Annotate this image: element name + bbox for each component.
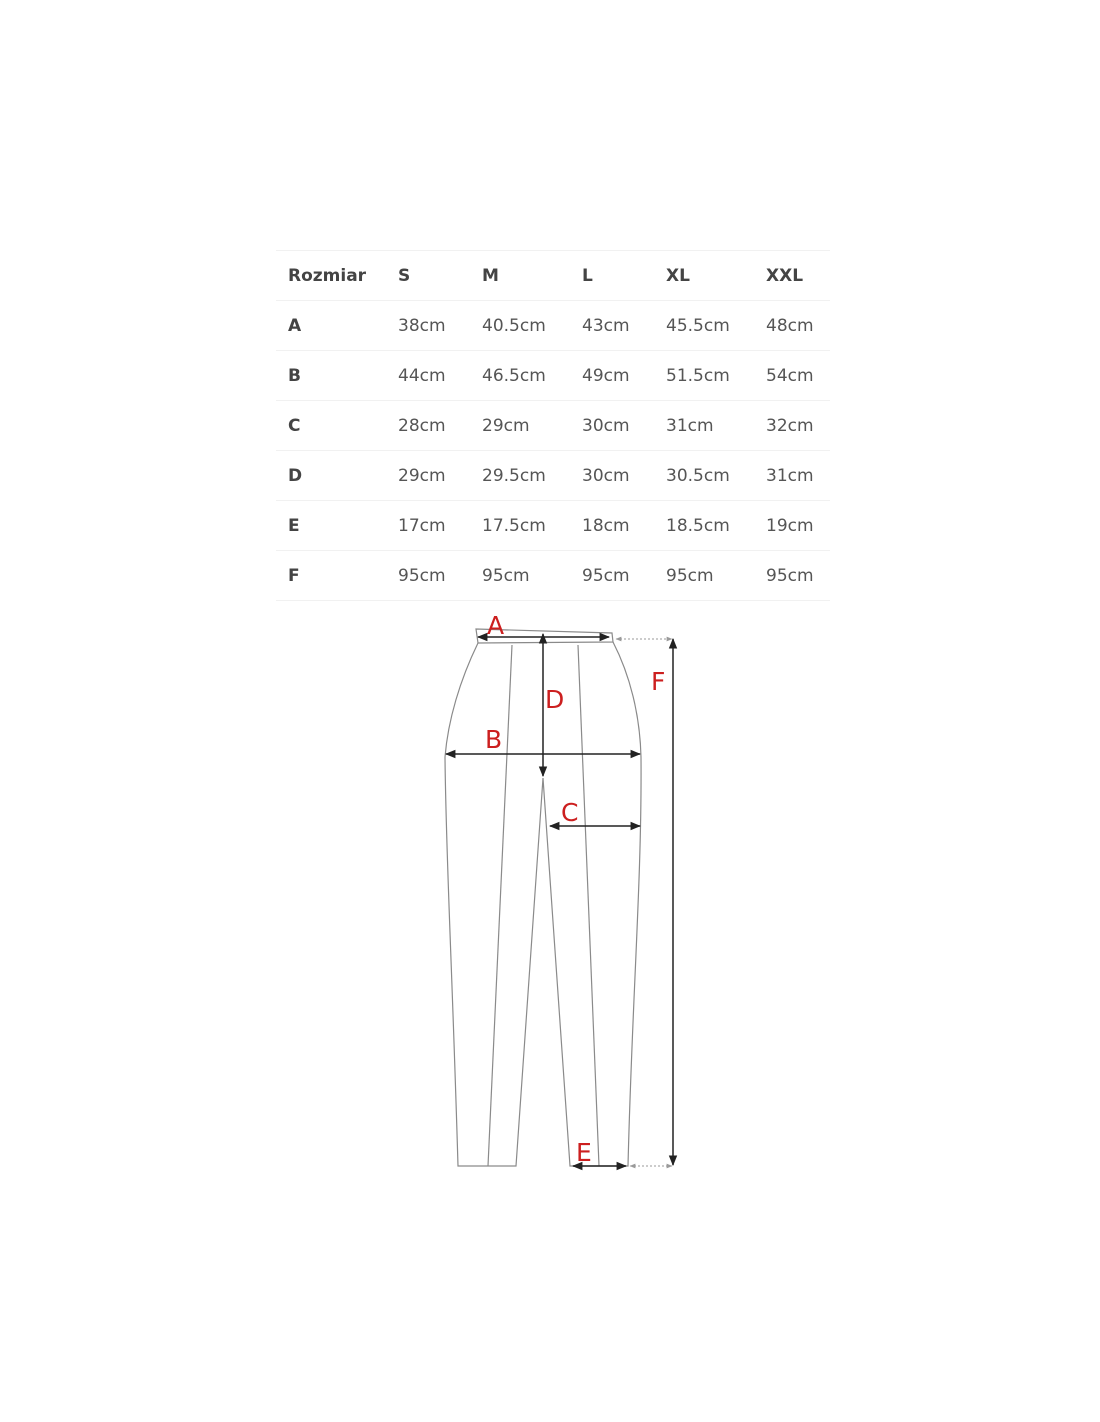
left-seam xyxy=(488,645,512,1166)
table-cell: 49cm xyxy=(570,351,654,401)
label-c: C xyxy=(561,798,579,827)
table-cell: 31cm xyxy=(654,401,754,451)
header-s: S xyxy=(386,251,470,301)
table-cell: 19cm xyxy=(754,501,830,551)
table-cell: 38cm xyxy=(386,301,470,351)
header-size: Rozmiar xyxy=(276,251,386,301)
row-label: D xyxy=(276,451,386,501)
table-cell: 48cm xyxy=(754,301,830,351)
table-cell: 51.5cm xyxy=(654,351,754,401)
row-label: E xyxy=(276,501,386,551)
table-cell: 17.5cm xyxy=(470,501,570,551)
table-cell: 54cm xyxy=(754,351,830,401)
table-cell: 95cm xyxy=(754,551,830,601)
table-cell: 40.5cm xyxy=(470,301,570,351)
label-d: D xyxy=(545,685,565,714)
row-label: F xyxy=(276,551,386,601)
table-cell: 95cm xyxy=(470,551,570,601)
header-l: L xyxy=(570,251,654,301)
table-cell: 28cm xyxy=(386,401,470,451)
label-a: A xyxy=(487,611,505,640)
table-cell: 45.5cm xyxy=(654,301,754,351)
table-cell: 29cm xyxy=(470,401,570,451)
table-cell: 18.5cm xyxy=(654,501,754,551)
table-cell: 29cm xyxy=(386,451,470,501)
guide-lines xyxy=(616,639,672,1166)
table-cell: 17cm xyxy=(386,501,470,551)
table-cell: 29.5cm xyxy=(470,451,570,501)
header-xxl: XXL xyxy=(754,251,830,301)
label-e: E xyxy=(576,1138,592,1167)
table-cell: 18cm xyxy=(570,501,654,551)
header-xl: XL xyxy=(654,251,754,301)
table-cell: 31cm xyxy=(754,451,830,501)
table-cell: 43cm xyxy=(570,301,654,351)
table-cell: 30cm xyxy=(570,401,654,451)
table-cell: 32cm xyxy=(754,401,830,451)
row-label: A xyxy=(276,301,386,351)
table-cell: 95cm xyxy=(386,551,470,601)
table-cell: 46.5cm xyxy=(470,351,570,401)
right-seam xyxy=(578,645,599,1166)
table-cell: 30.5cm xyxy=(654,451,754,501)
table-cell: 30cm xyxy=(570,451,654,501)
row-label: B xyxy=(276,351,386,401)
table-cell: 95cm xyxy=(570,551,654,601)
header-m: M xyxy=(470,251,570,301)
label-b: B xyxy=(485,725,503,754)
table-cell: 95cm xyxy=(654,551,754,601)
table-cell: 44cm xyxy=(386,351,470,401)
row-label: C xyxy=(276,401,386,451)
label-f: F xyxy=(651,667,666,696)
